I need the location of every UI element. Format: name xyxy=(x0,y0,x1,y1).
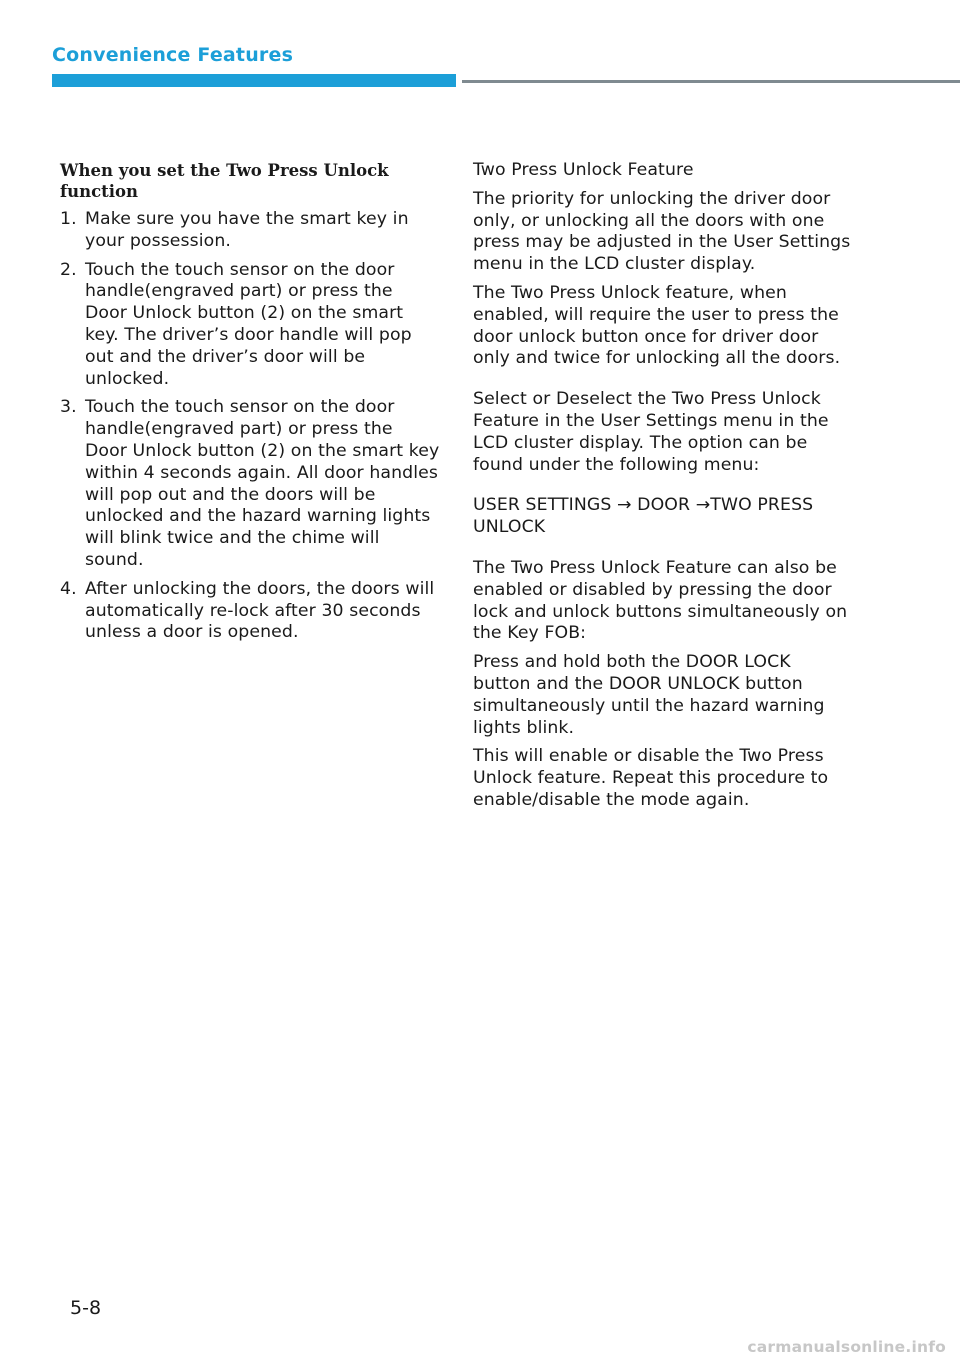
step-number: 4. xyxy=(60,578,77,599)
watermark: carmanualsonline.info xyxy=(747,1338,946,1356)
step-text: Touch the touch sensor on the door handle(engraved part) or press the Door Unlock button (2) on the smart key. The driver’s door handle will pop out and the driver’s door will be unlocked. xyxy=(85,259,412,389)
procedure-steps xyxy=(60,209,440,644)
step-number: 3. xyxy=(60,397,77,418)
paragraph-enable-disable: This will enable or disable the Two Press Unlock feature. Repeat this procedure to enable/disable the mode again. xyxy=(473,746,829,810)
step-number: 2. xyxy=(60,259,77,280)
right-column xyxy=(473,160,851,819)
step-number: 1. xyxy=(60,209,77,229)
step-item xyxy=(60,260,440,391)
paragraph-feature-description: The Two Press Unlock feature, when enabled, will require the user to press the door unlock button once for driver door only and twice for unlocking all the doors. xyxy=(473,282,841,369)
step-text: Touch the touch sensor on the door handle(engraved part) or press the Door Unlock button (2) on the smart key within 4 seconds again. All door handles will pop out and the doors will be unlocked and the hazard warning lights will blink twice and the chime will sound. xyxy=(85,397,440,570)
menu-path: USER SETTINGS → DOOR →TWO PRESS UNLOCK xyxy=(473,495,814,538)
procedure-heading: When you set the Two Press Unlock function xyxy=(60,161,389,201)
header-accent-bar xyxy=(52,74,456,87)
paragraph-press-and-hold: Press and hold both the DOOR LOCK button and the DOOR UNLOCK button simultaneously until the hazard warning lights blink. xyxy=(473,652,825,738)
step-text: After unlocking the doors, the doors will automatically re-lock after 30 seconds unless a door is opened. xyxy=(85,578,435,643)
feature-title: Two Press Unlock Feature xyxy=(473,160,694,180)
step-text: Make sure you have the smart key in your possession. xyxy=(85,209,409,251)
step-item xyxy=(60,209,440,253)
paragraph-priority: The priority for unlocking the driver door only, or unlocking all the doors with one press may be adjusted in the User Settings menu in the LCD cluster display. xyxy=(473,188,851,275)
step-item xyxy=(60,397,440,571)
header-rule xyxy=(462,80,960,83)
left-column xyxy=(60,160,440,651)
step-item xyxy=(60,579,440,644)
paragraph-select-deselect: Select or Deselect the Two Press Unlock Feature in the User Settings menu in the LCD cluster display. The option can be found under the following menu: xyxy=(473,389,829,475)
page-number: 5-8 xyxy=(70,1297,102,1319)
section-title: Convenience Features xyxy=(52,44,294,66)
paragraph-key-fob: The Two Press Unlock Feature can also be enabled or disabled by pressing the door lock and unlock buttons simultaneously on the Key FOB: xyxy=(473,557,848,644)
